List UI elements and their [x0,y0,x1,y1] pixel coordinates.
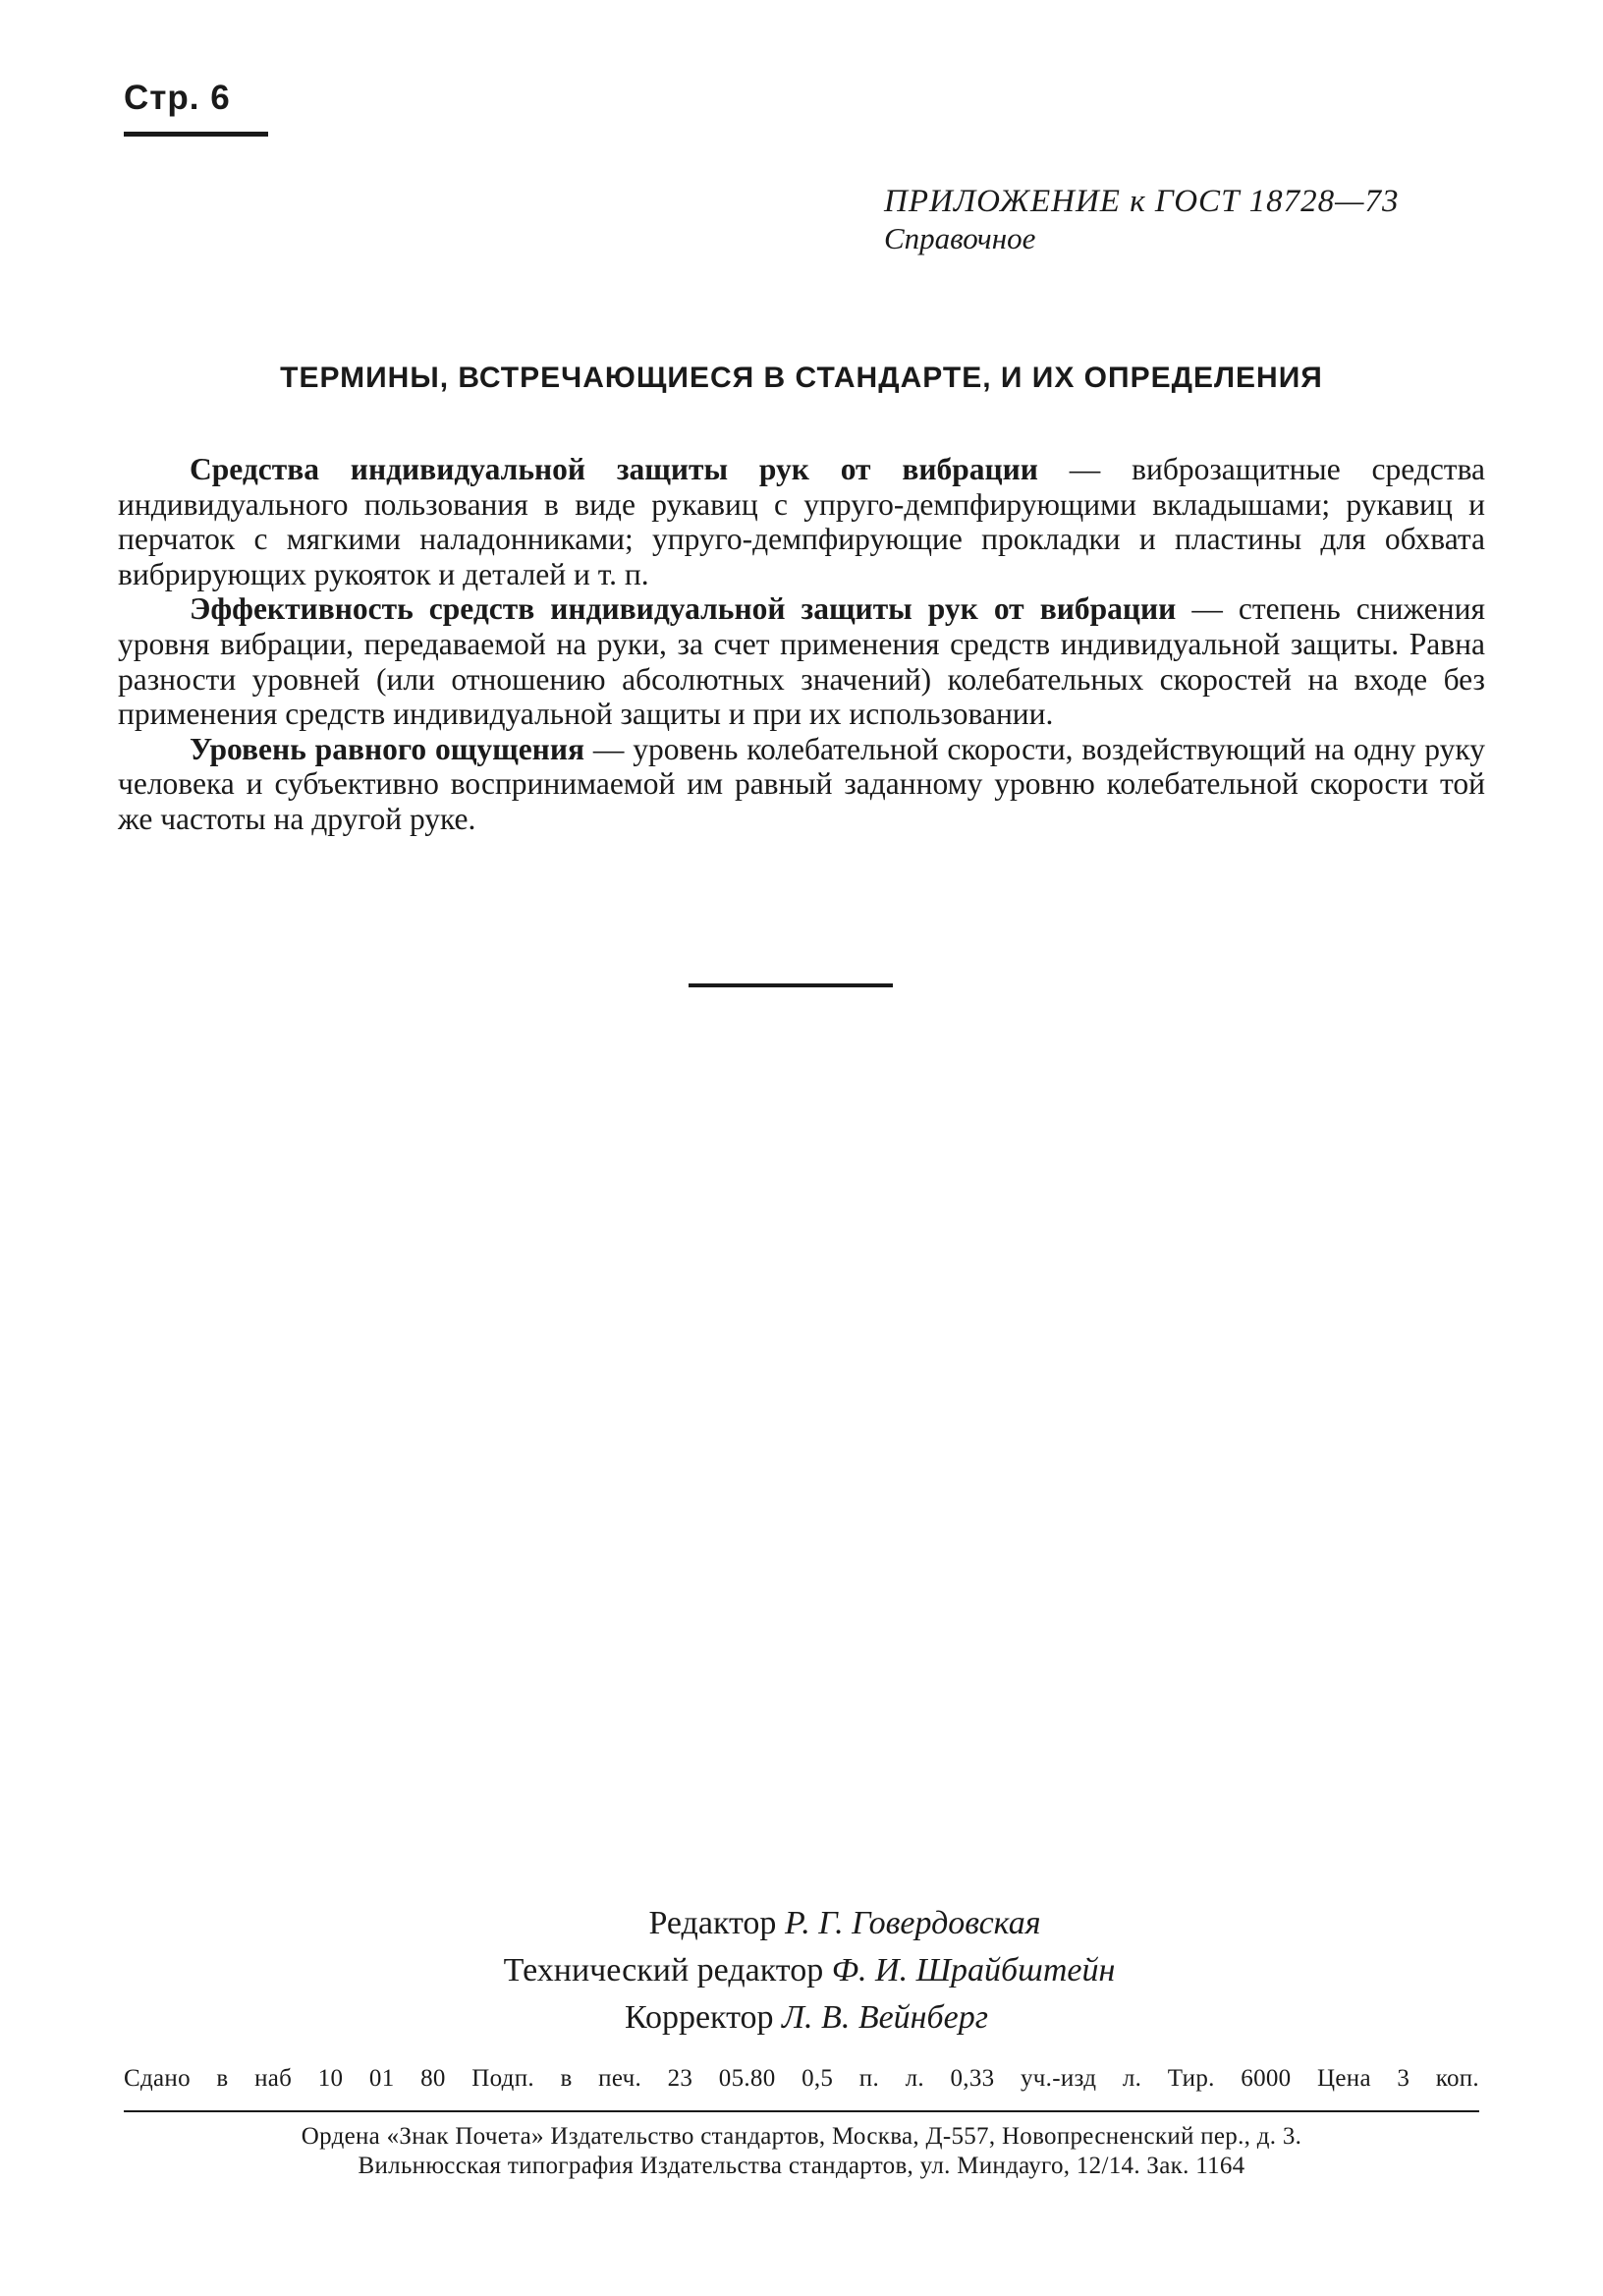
printer-info [124,2122,1479,2181]
printer-line-1: Ордена «Знак Почета» Издательство стандартов, Москва, Д-557, Новопресненский пер., д. 3. [301,2123,1302,2150]
page-number-underline [124,132,268,137]
definition-item [118,452,1485,591]
definition-term: Средства индивидуальной защиты рук от вибрации [190,452,1038,486]
corrector-label: Корректор [624,1999,774,2036]
definition-term: Уровень равного ощущения [190,731,585,766]
definition-text: — уровень колебательной скорости, воздействующий на одну руку человека и субъективно воспринимаемой им равный заданному уровню колебательной скорости той же частоты на другой руке. [118,731,1485,836]
credit-corrector [0,1994,1603,2042]
corrector-name: Л. В. Вейнберг [782,1999,989,2036]
section-heading: ТЕРМИНЫ, ВСТРЕЧАЮЩИЕСЯ В СТАНДАРТЕ, И ИХ ОПРЕДЕЛЕНИЯ [280,362,1323,394]
editor-label: Редактор [648,1905,777,1941]
printer-line-2: Вильнюсская типография Издательства стандартов, ул. Миндауго, 12/14. Зак. 1164 [358,2153,1245,2179]
definition-term: Эффективность средств индивидуальной защиты рук от вибрации [190,591,1177,627]
credit-editor [0,1900,1603,1947]
tech-editor-name: Ф. И. Шрайбштейн [831,1952,1116,1988]
section-divider [689,983,893,987]
credits-block [0,1900,1603,2042]
imprint-line: Сдано в наб 10 01 80 Подп. в печ. 23 05.80 0,5 п. л. 0,33 уч.-изд л. Тир. 6000 Цена 3 коп. [124,2065,1479,2092]
tech-editor-label: Технический редактор [503,1952,824,1988]
editor-name: Р. Г. Говердовская [784,1905,1041,1941]
credit-tech-editor [0,1947,1603,1994]
appendix-subtitle: Справочное [884,221,1036,255]
appendix-title: ПРИЛОЖЕНИЕ к ГОСТ 18728—73 [884,184,1400,219]
definitions-list [118,452,1485,837]
definition-item [118,591,1485,731]
imprint-rule [124,2110,1479,2112]
page-number: Стр. 6 [124,79,231,117]
definition-item [118,732,1485,837]
appendix-block [884,183,1400,257]
definition-text: — виброзащитные средства индивидуального пользования в виде рукавиц с упруго-демпфирующими вкладышами; рукавиц и перчаток с мягкими наладонниками; упруго-демпфирующие прокладки и пластины для обхвата вибрирующих рукояток и деталей и т. п. [118,452,1486,591]
definition-text: — степень снижения уровня вибрации, передаваемой на руки, за счет применения средств индивидуальной защиты. Равна разности уровней (или отношению абсолютных значений) колебательных скоростей на входе без применения средств индивидуальной защиты и при их использовании. [118,591,1485,732]
